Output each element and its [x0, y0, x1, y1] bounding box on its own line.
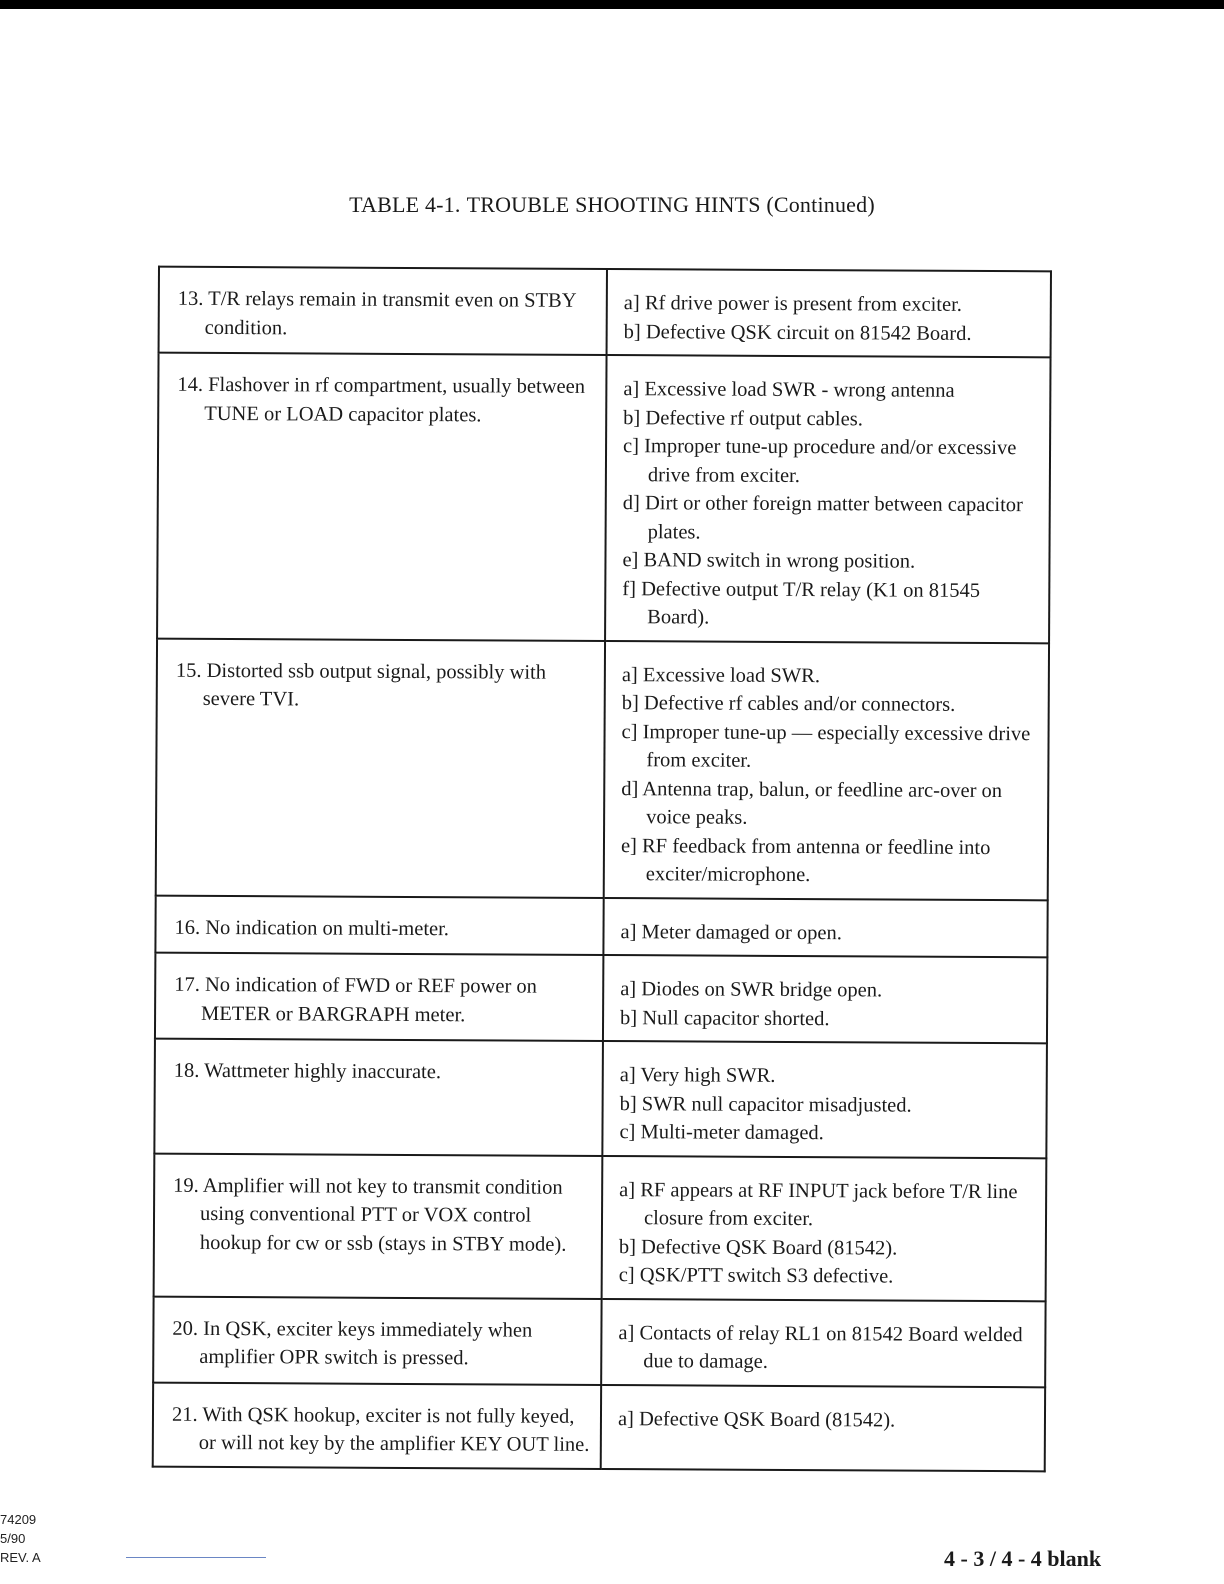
- symptom-cell: [159, 267, 607, 355]
- document-codes: [0, 1510, 41, 1567]
- cause-item: b] Defective QSK circuit on 81542 Board.: [623, 320, 972, 345]
- symptom-cell: [153, 1382, 601, 1468]
- table-number: TABLE 4-1.: [349, 192, 461, 217]
- symptom-cell: [157, 353, 606, 641]
- cause-item: a] Rf drive power is present from exciter.: [623, 292, 963, 316]
- symptom-cell: [154, 1039, 603, 1156]
- cause-item: a] Excessive load SWR - wrong antenna: [623, 378, 955, 402]
- symptom-text: 16. No indication on multi-meter.: [174, 916, 450, 940]
- table-row: [155, 895, 1047, 957]
- causes-cell: [603, 955, 1047, 1043]
- cause-item: b] Defective rf cables and/or connectors.: [621, 692, 956, 716]
- issue-date: 5/90: [0, 1531, 26, 1546]
- scan-top-edge: [0, 0, 1224, 9]
- symptom-cell: [155, 895, 603, 955]
- causes-cell: [602, 1041, 1047, 1158]
- symptom-text: 18. Wattmeter highly inaccurate.: [173, 1059, 442, 1084]
- cause-item: c] Improper tune-up procedure and/or excessive drive from exciter.: [623, 435, 1017, 487]
- cause-item: e] BAND switch in wrong position.: [622, 549, 916, 573]
- symptom-text: 15. Distorted ssb output signal, possibly with severe TVI.: [175, 659, 547, 711]
- table-row: [153, 1382, 1045, 1471]
- cause-item: c] Multi-meter damaged.: [619, 1121, 824, 1145]
- symptom-text: 14. Flashover in rf compartment, usually between TUNE or LOAD capacitor plates.: [177, 373, 586, 426]
- cause-item: a] Very high SWR.: [619, 1064, 776, 1087]
- cause-item: a] Meter damaged or open.: [620, 920, 843, 944]
- table-row: [159, 267, 1051, 358]
- cause-item: d] Antenna trap, balun, or feedline arc-over on voice peaks.: [621, 777, 1003, 829]
- table-row: [154, 1153, 1047, 1301]
- symptom-text: 21. With QSK hookup, exciter is not fully keyed, or will not key by the amplifier KEY OUT line.: [171, 1403, 590, 1456]
- causes-cell: [603, 898, 1047, 958]
- table-row: [157, 353, 1050, 643]
- cause-item: a] Defective QSK Board (81542).: [617, 1407, 896, 1432]
- causes-cell: [601, 1384, 1045, 1470]
- table-row: [153, 1296, 1045, 1387]
- table-row: [154, 1039, 1047, 1158]
- causes-cell: [605, 355, 1050, 643]
- symptom-cell: [153, 1296, 601, 1384]
- revision: REV. A: [0, 1550, 41, 1565]
- page-number: 4 - 3 / 4 - 4 blank: [944, 1546, 1102, 1571]
- troubleshooting-table: [152, 266, 1052, 1472]
- table-row: [155, 953, 1047, 1044]
- symptom-text: 17. No indication of FWD or REF power on METER or BARGRAPH meter.: [174, 973, 537, 1026]
- symptom-cell: [155, 953, 603, 1041]
- cause-item: b] Defective QSK Board (81542).: [618, 1235, 898, 1260]
- cause-item: a] Excessive load SWR.: [621, 663, 821, 687]
- table-title: [0, 192, 1224, 218]
- cause-item: c] QSK/PTT switch S3 defective.: [618, 1264, 894, 1288]
- cause-item: f] Defective output T/R relay (K1 on 81545 Board).: [622, 577, 981, 629]
- table-row: [156, 638, 1049, 900]
- cause-item: d] Dirt or other foreign matter between capacitor plates.: [622, 492, 1023, 544]
- causes-cell: [602, 1155, 1047, 1300]
- cause-item: b] Null capacitor shorted.: [620, 1006, 830, 1030]
- causes-cell: [604, 641, 1049, 900]
- symptom-text: 19. Amplifier will not key to transmit condition using conventional PTT or VOX control hookup for cw or ssb (stays in STBY mode).: [173, 1174, 567, 1256]
- symptom-text: 20. In QSK, exciter keys immediately when amplifier OPR switch is pressed.: [172, 1317, 533, 1370]
- cause-item: a] RF appears at RF INPUT jack before T/R line closure from exciter.: [619, 1178, 1018, 1231]
- part-number: 74209: [0, 1512, 37, 1527]
- footer-rule: [126, 1557, 266, 1558]
- symptom-text: 13. T/R relays remain in transmit even on STBY condition.: [177, 287, 576, 339]
- cause-item: a] Contacts of relay RL1 on 81542 Board welded due to damage.: [618, 1321, 1023, 1373]
- causes-cell: [601, 1298, 1045, 1386]
- causes-cell: [607, 269, 1051, 357]
- cause-item: b] Defective rf output cables.: [623, 406, 863, 430]
- symptom-cell: [154, 1153, 603, 1298]
- cause-item: b] SWR null capacitor misadjusted.: [619, 1092, 912, 1117]
- table-title-text: TROUBLE SHOOTING HINTS (Continued): [466, 192, 875, 217]
- symptom-cell: [156, 638, 605, 897]
- cause-item: e] RF feedback from antenna or feedline into exciter/microphone.: [620, 834, 991, 887]
- cause-item: c] Improper tune-up — especially excessive drive from exciter.: [621, 720, 1031, 772]
- cause-item: a] Diodes on SWR bridge open.: [620, 978, 883, 1002]
